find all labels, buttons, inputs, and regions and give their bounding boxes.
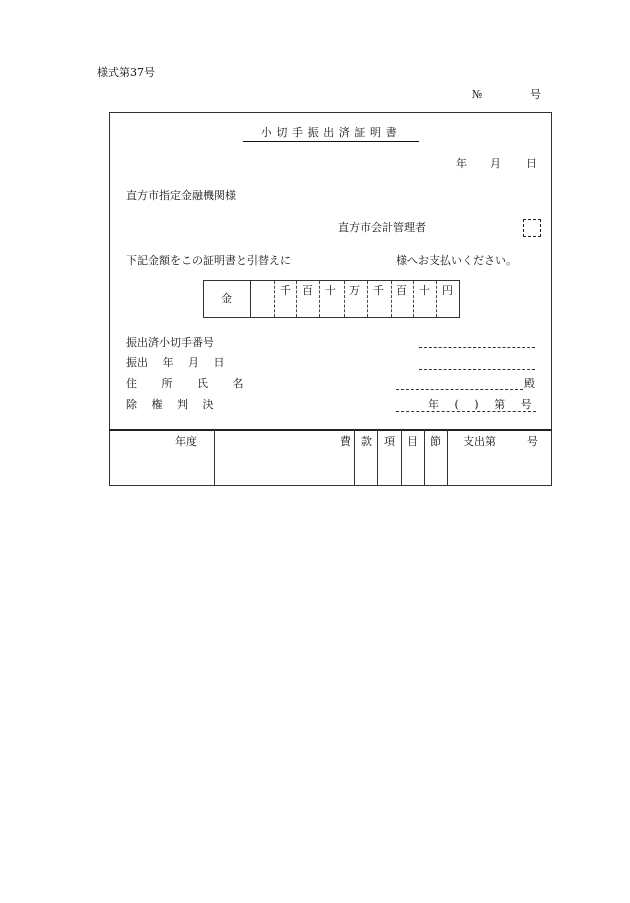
- table-divider: [214, 430, 215, 486]
- table-section: 項: [384, 435, 395, 448]
- table-division: 節: [430, 435, 441, 448]
- table-divider: [354, 430, 355, 486]
- amount-label: 金: [221, 292, 232, 305]
- table-payment-suffix: 号: [527, 435, 538, 448]
- amount-unit: 十: [419, 284, 430, 297]
- amount-divider: [344, 281, 345, 317]
- table-fiscal-year: 年度: [175, 435, 197, 448]
- amount-unit: 千: [373, 284, 384, 297]
- number-suffix: 号: [530, 88, 541, 101]
- number-label: №: [472, 88, 483, 101]
- amount-unit: 十: [325, 284, 336, 297]
- field-line-issue-date: [419, 369, 535, 370]
- table-divider: [424, 430, 425, 486]
- field-value-judgment: 年 ( ) 第 号: [428, 398, 532, 411]
- request-text-1: 下記金額をこの証明書と引替えに: [126, 254, 291, 267]
- table-divider: [377, 430, 378, 486]
- table-subsection: 目: [407, 435, 418, 448]
- amount-divider: [367, 281, 368, 317]
- addressee: 直方市指定金融機関様: [126, 189, 236, 202]
- date-month: 月: [490, 157, 501, 170]
- field-label-issue-date: 振出 年 月 日: [126, 356, 225, 369]
- amount-box: [203, 280, 460, 318]
- field-line-check-number: [419, 347, 535, 348]
- seal-box: [523, 219, 541, 237]
- amount-unit: 百: [396, 284, 407, 297]
- field-label-judgment: 除 権 判 決: [126, 398, 214, 411]
- amount-unit: 千: [280, 284, 291, 297]
- amount-unit: 万: [349, 284, 360, 297]
- table-divider: [447, 430, 448, 486]
- amount-divider: [296, 281, 297, 317]
- amount-unit: 円: [442, 284, 453, 297]
- field-value-address-name: 殿: [524, 377, 535, 390]
- table-top-rule: [109, 429, 552, 431]
- amount-divider: [413, 281, 414, 317]
- table-expense: 費: [340, 435, 351, 448]
- amount-divider: [391, 281, 392, 317]
- amount-divider: [319, 281, 320, 317]
- table-payment-no: 支出第: [463, 435, 496, 448]
- amount-divider: [274, 281, 275, 317]
- amount-divider: [436, 281, 437, 317]
- issuer: 直方市会計管理者: [338, 221, 426, 234]
- field-line-address-name: [396, 389, 523, 390]
- table-item: 款: [361, 435, 372, 448]
- form-number: 様式第37号: [97, 66, 155, 79]
- date-year: 年: [456, 157, 467, 170]
- field-label-address-name: 住 所 氏 名: [126, 377, 244, 390]
- request-text-2: 様へお支払いください。: [396, 254, 517, 267]
- amount-unit: 百: [302, 284, 313, 297]
- field-label-check-number: 振出済小切手番号: [126, 336, 214, 349]
- form-title: 小切手振出済証明書: [243, 126, 419, 142]
- amount-divider: [250, 281, 251, 317]
- table-divider: [401, 430, 402, 486]
- date-day: 日: [526, 157, 537, 170]
